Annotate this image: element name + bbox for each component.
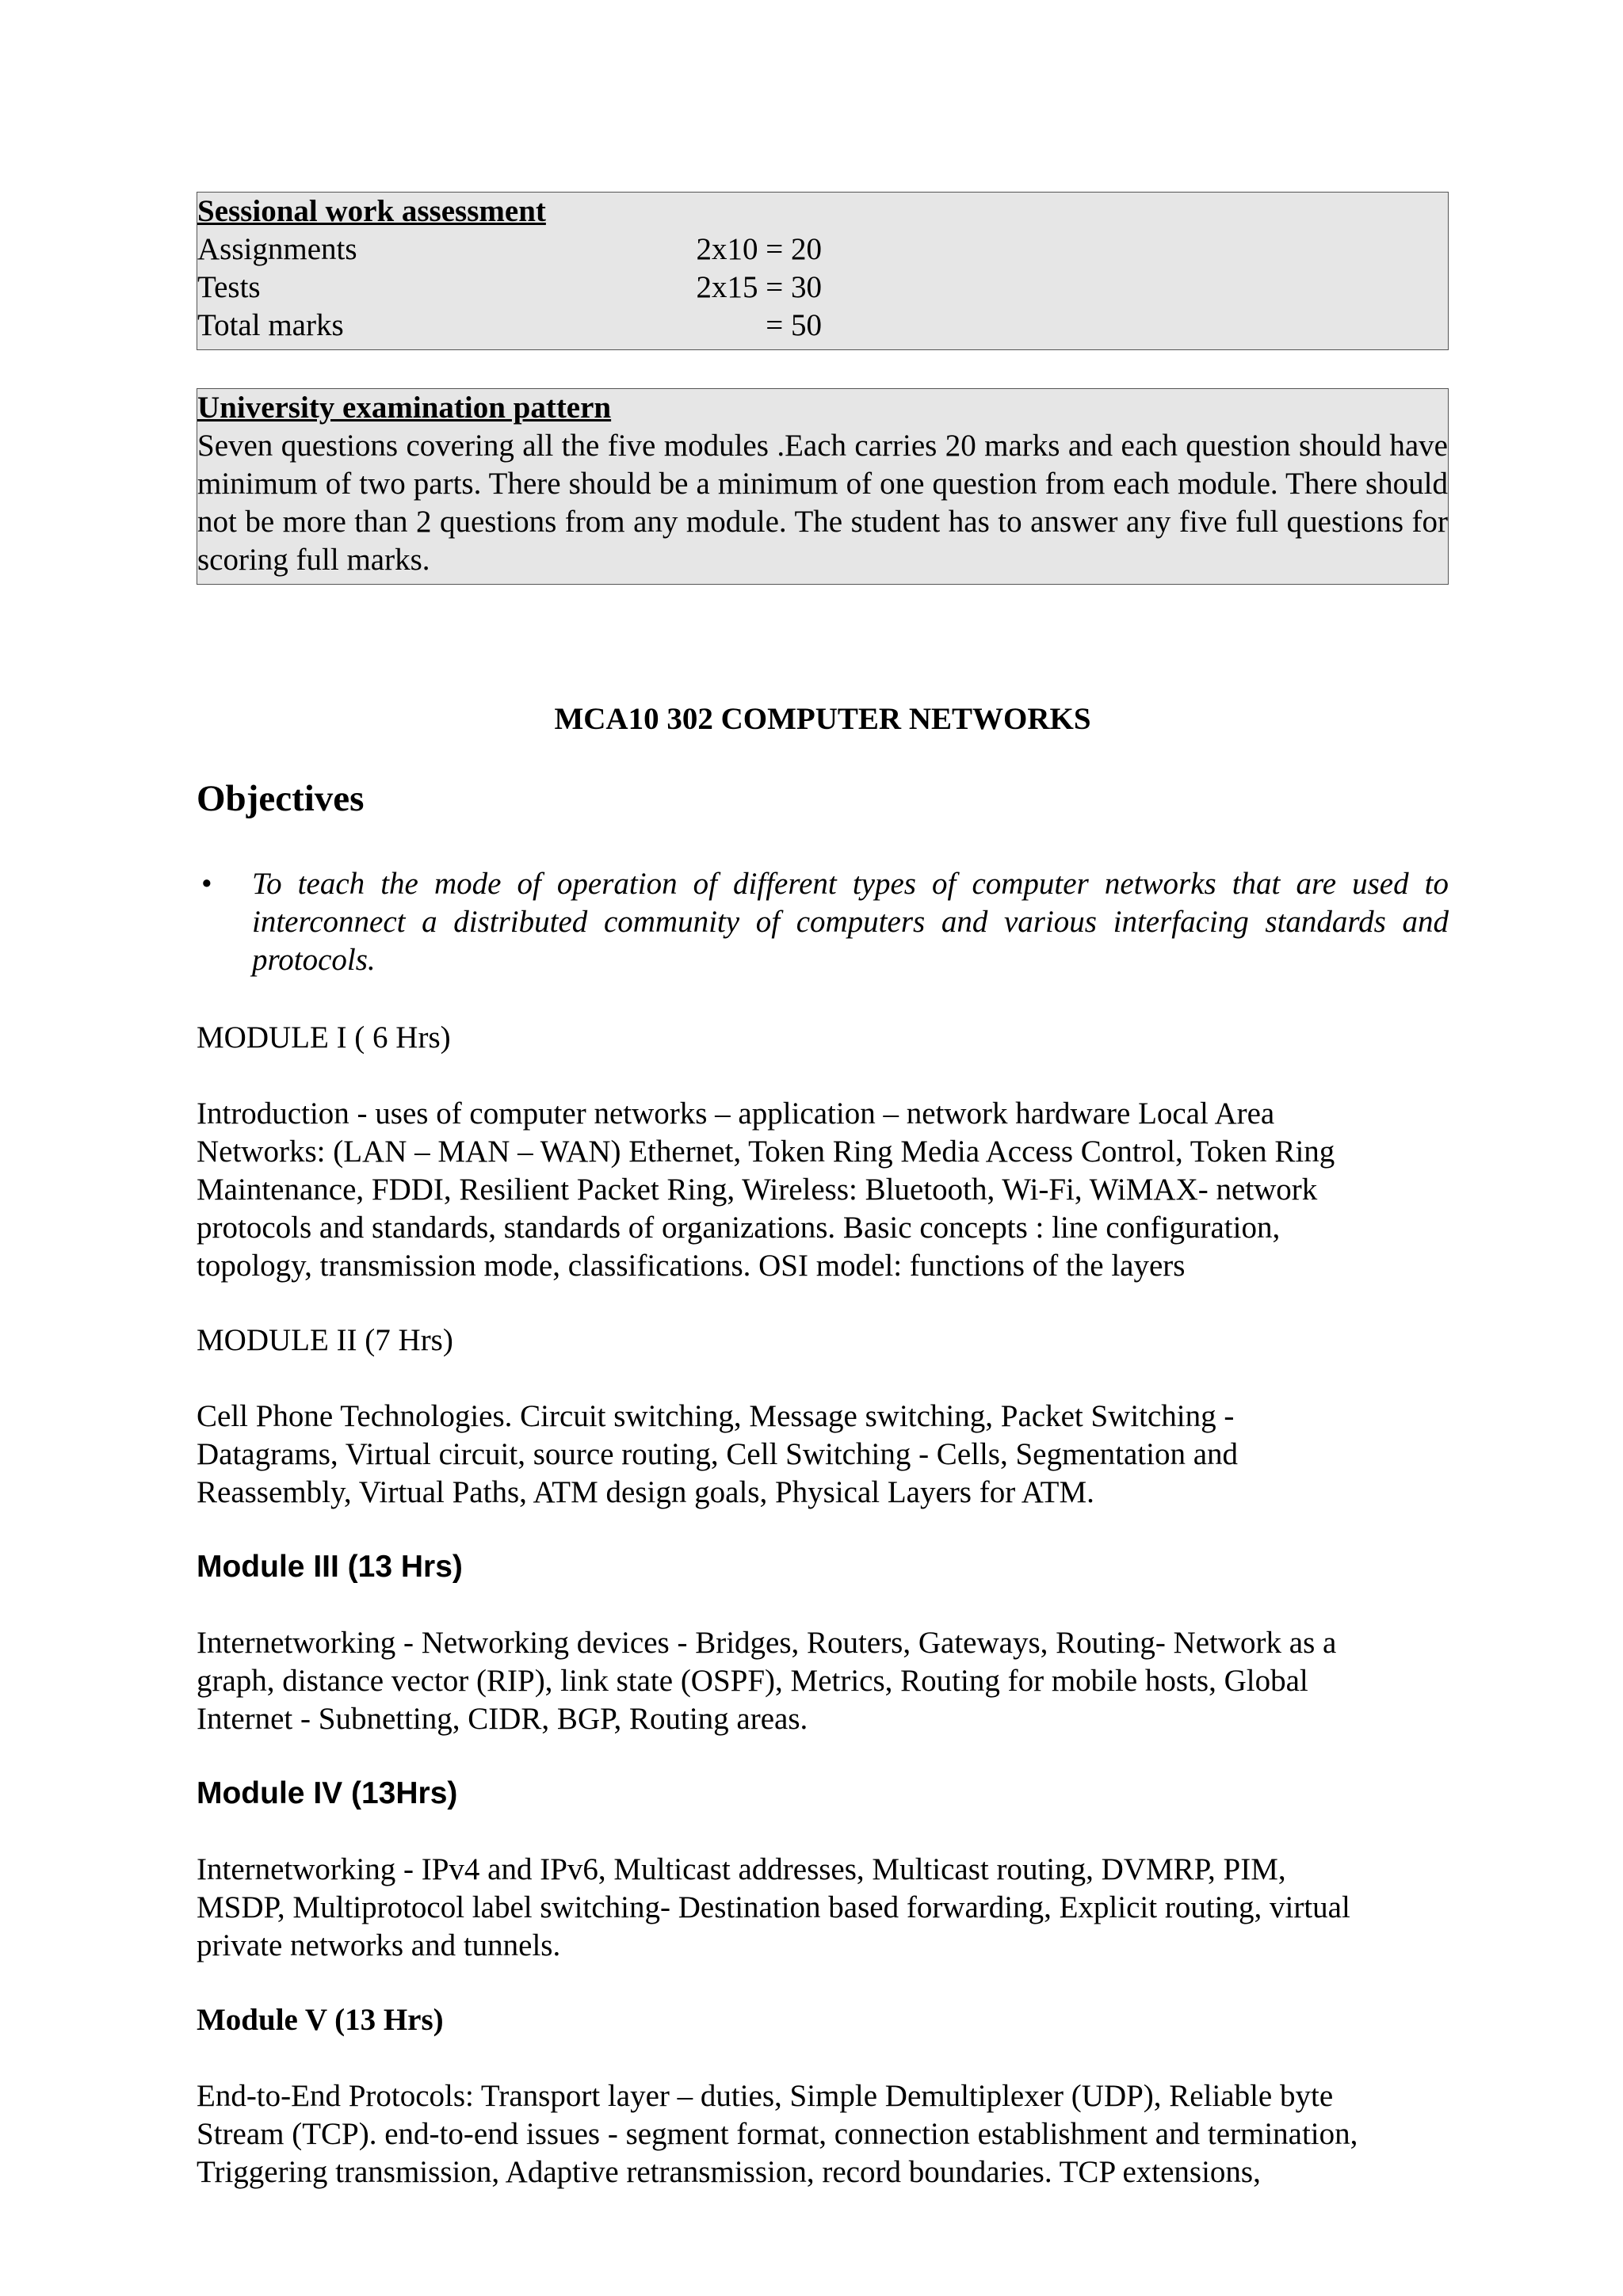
sessional-row-label: Total marks [197, 308, 344, 342]
sessional-row-label: Assignments [197, 232, 357, 266]
module-line: Internetworking - Networking devices - Bridges, Routers, Gateways, Routing- Network as a [197, 1626, 1337, 1660]
module-line: Datagrams, Virtual circuit, source routing, Cell Switching - Cells, Segmentation and [197, 1437, 1239, 1471]
sessional-row-value: 2x10 = 20 [696, 232, 822, 266]
objective-list-item [197, 865, 1449, 979]
module-line: Stream (TCP). end-to-end issues - segment format, connection establishment and termination, [197, 2117, 1358, 2151]
sessional-row [197, 307, 1448, 345]
module-line: Introduction - uses of computer networks – application – network hardware Local Area [197, 1097, 1275, 1131]
module-content [197, 1398, 1449, 1512]
sessional-row-value: = 50 [766, 308, 822, 342]
sessional-assessment-box [197, 192, 1449, 350]
module-content [197, 1095, 1449, 1285]
exam-pattern-text: Seven questions covering all the five modules .Each carries 20 marks and each question should have minimum of two parts. There should be a minimum of one question from each module. There should not be more than 2 questions from any module. The student has to answer any five full questions for scoring full marks. [197, 429, 1448, 577]
module-line: Internet - Subnetting, CIDR, BGP, Routing areas. [197, 1702, 808, 1736]
module-content [197, 1851, 1449, 1965]
module-line: Triggering transmission, Adaptive retransmission, record boundaries. TCP extensions, [197, 2155, 1261, 2189]
module-line: Maintenance, FDDI, Resilient Packet Ring, Wireless: Bluetooth, Wi-Fi, WiMAX- network [197, 1173, 1318, 1207]
module-line: protocols and standards, standards of organizations. Basic concepts : line configuration, [197, 1211, 1281, 1245]
module-heading: Module V (13 Hrs) [197, 2003, 444, 2037]
exam-pattern-box [197, 388, 1449, 585]
sessional-row-label: Tests [197, 270, 261, 304]
module-line: Reassembly, Virtual Paths, ATM design goals, Physical Layers for ATM. [197, 1475, 1094, 1509]
module-heading: Module III (13 Hrs) [197, 1550, 463, 1584]
bullet-icon: • [201, 867, 212, 901]
course-title: MCA10 302 COMPUTER NETWORKS [554, 702, 1091, 736]
module-line: End-to-End Protocols: Transport layer – duties, Simple Demultiplexer (UDP), Reliable byte [197, 2079, 1334, 2113]
objective-text: To teach the mode of operation of different types of computer networks that are used to interconnect a distributed community of computers and various interfacing standards and protocols. [252, 867, 1449, 977]
objectives-heading: Objectives [197, 778, 365, 819]
module-content [197, 1624, 1449, 1738]
sessional-row [197, 269, 1448, 307]
module-line: Networks: (LAN – MAN – WAN) Ethernet, Token Ring Media Access Control, Token Ring [197, 1135, 1335, 1169]
module-line: topology, transmission mode, classifications. OSI model: functions of the layers [197, 1249, 1186, 1283]
exam-pattern-title: University examination pattern [197, 391, 612, 425]
module-line: private networks and tunnels. [197, 1928, 561, 1962]
sessional-title: Sessional work assessment [197, 194, 546, 228]
module-heading: MODULE I ( 6 Hrs) [197, 1020, 451, 1055]
module-line: MSDP, Multiprotocol label switching- Destination based forwarding, Explicit routing, virtual [197, 1890, 1350, 1924]
sessional-row [197, 231, 1448, 269]
module-line: Internetworking - IPv4 and IPv6, Multicast addresses, Multicast routing, DVMRP, PIM, [197, 1852, 1286, 1886]
module-heading: MODULE II (7 Hrs) [197, 1323, 453, 1357]
module-line: Cell Phone Technologies. Circuit switching, Message switching, Packet Switching - [197, 1399, 1235, 1433]
module-heading: Module IV (13Hrs) [197, 1776, 458, 1810]
sessional-row-value: 2x15 = 30 [696, 270, 822, 304]
module-content [197, 2077, 1449, 2191]
module-line: graph, distance vector (RIP), link state (OSPF), Metrics, Routing for mobile hosts, Global [197, 1664, 1308, 1698]
